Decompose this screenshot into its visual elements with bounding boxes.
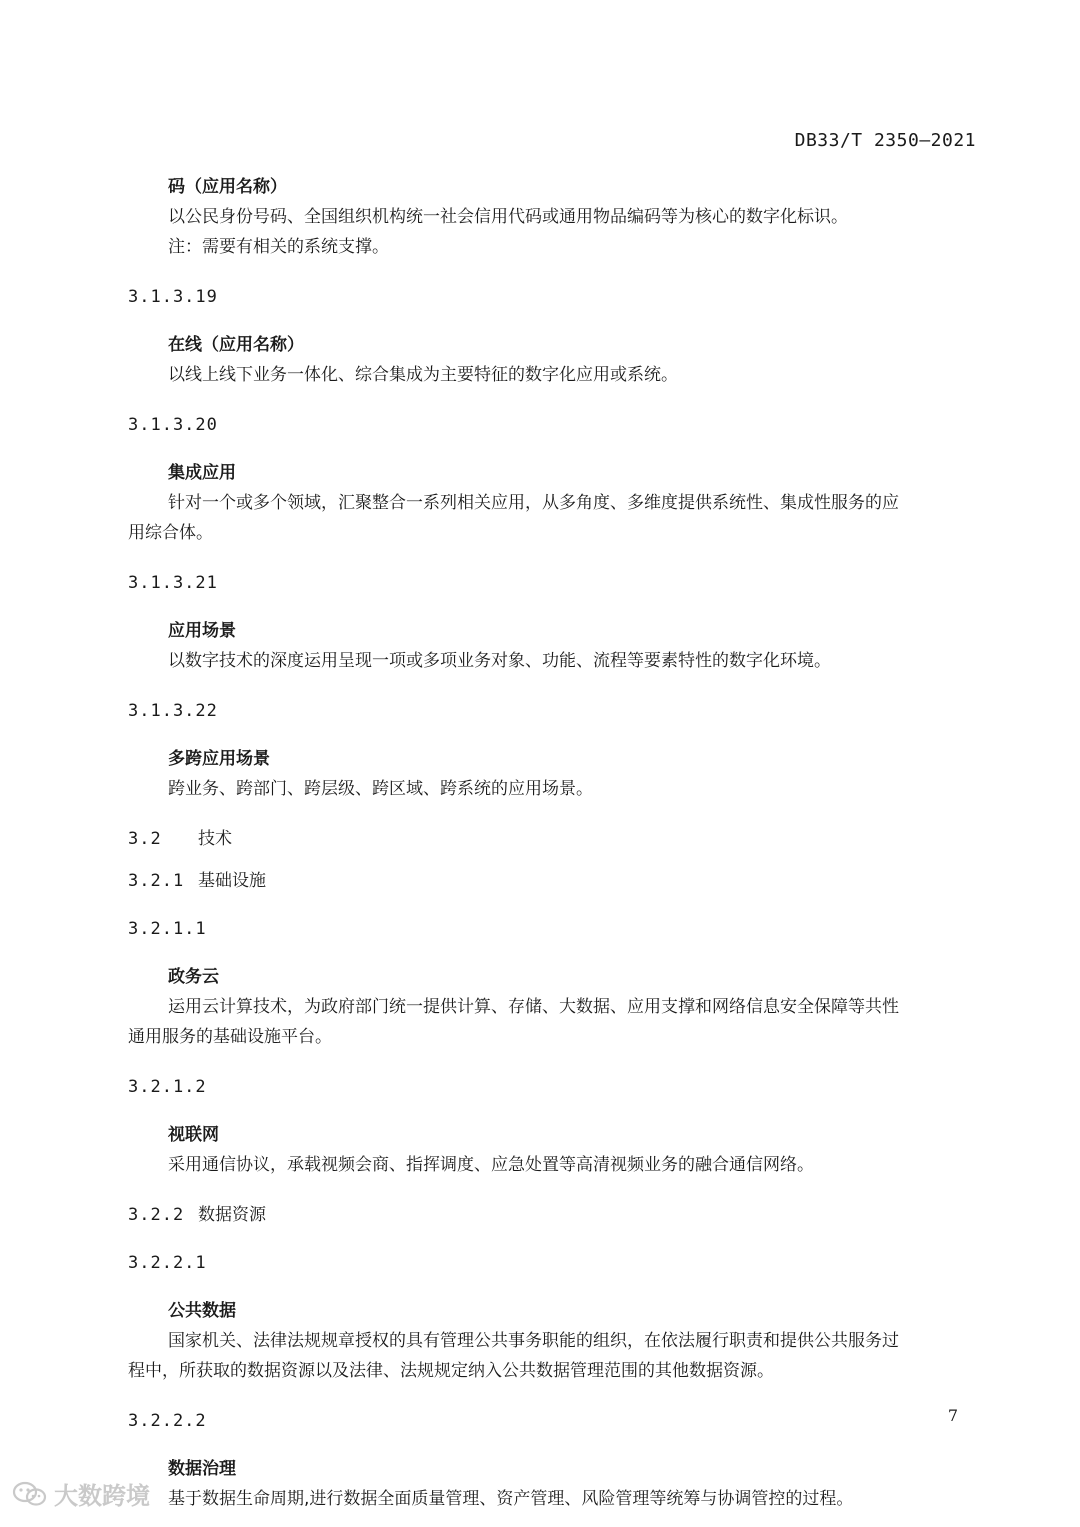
subsection-heading (128, 1202, 988, 1228)
document-body (128, 172, 988, 1514)
clause-number: 3.1.3.22 (128, 701, 218, 721)
term-entry (128, 412, 988, 548)
watermark-text: 大数跨境 (54, 1482, 150, 1510)
term-entry (128, 916, 988, 1052)
clause-number: 3.1.3.19 (128, 287, 218, 307)
term-title: 在线（应用名称） (168, 335, 304, 355)
subsection-number: 3.2.2 (128, 1205, 185, 1225)
clause-number: 3.2.2.2 (128, 1411, 207, 1431)
section-title: 技术 (198, 829, 232, 849)
clause-number: 3.1.3.21 (128, 573, 218, 593)
term-entry (128, 284, 988, 390)
term-definition: 以数字技术的深度运用呈现一项或多项业务对象、功能、流程等要素特性的数字化环境。 (168, 651, 831, 671)
term-definition-continued: 用综合体。 (128, 523, 213, 543)
term-definition: 采用通信协议，承载视频会商、指挥调度、应急处置等高清视频业务的融合通信网络。 (168, 1155, 814, 1175)
subsection-heading (128, 868, 988, 894)
term-definition: 运用云计算技术，为政府部门统一提供计算、存储、大数据、应用支撑和网络信息安全保障等共性 (168, 997, 899, 1017)
term-definition-continued: 通用服务的基础设施平台。 (128, 1027, 332, 1047)
wechat-logo-icon (12, 1480, 48, 1508)
term-note: 注：需要有相关的系统支撑。 (168, 237, 389, 257)
watermark (12, 1476, 150, 1511)
clause-number: 3.1.3.20 (128, 415, 218, 435)
term-definition: 基于数据生命周期,进行数据全面质量管理、资产管理、风险管理等统筹与协调管控的过程。 (168, 1489, 854, 1509)
clause-number: 3.2.2.1 (128, 1253, 207, 1273)
subsection-title: 数据资源 (198, 1205, 266, 1225)
term-title: 码（应用名称） (168, 177, 287, 197)
term-definition: 跨业务、跨部门、跨层级、跨区域、跨系统的应用场景。 (168, 779, 593, 799)
clause-number: 3.2.1.1 (128, 919, 207, 939)
term-title: 应用场景 (168, 621, 236, 641)
term-title: 视联网 (168, 1125, 219, 1145)
term-title: 政务云 (168, 967, 219, 987)
term-definition-continued: 程中，所获取的数据资源以及法律、法规规定纳入公共数据管理范围的其他数据资源。 (128, 1361, 774, 1381)
section-heading (128, 826, 988, 852)
document-code: DB33/T 2350—2021 (794, 130, 976, 151)
term-entry-code (128, 172, 988, 262)
clause-number: 3.2.1.2 (128, 1077, 207, 1097)
term-definition: 国家机关、法律法规规章授权的具有管理公共事务职能的组织，在依法履行职责和提供公共服务过 (168, 1331, 899, 1351)
term-definition: 针对一个或多个领域，汇聚整合一系列相关应用，从多角度、多维度提供系统性、集成性服务的应 (168, 493, 899, 513)
term-entry (128, 1074, 988, 1180)
term-definition: 以公民身份号码、全国组织机构统一社会信用代码或通用物品编码等为核心的数字化标识。 (168, 207, 848, 227)
subsection-number: 3.2.1 (128, 871, 185, 891)
term-title: 公共数据 (168, 1301, 236, 1321)
term-title: 数据治理 (168, 1459, 236, 1479)
section-number: 3.2 (128, 829, 162, 849)
term-title: 多跨应用场景 (168, 749, 270, 769)
term-entry (128, 570, 988, 676)
term-entry (128, 1250, 988, 1386)
page-number: 7 (947, 1406, 958, 1425)
term-entry (128, 698, 988, 804)
term-title: 集成应用 (168, 463, 236, 483)
term-entry (128, 1408, 988, 1514)
term-definition: 以线上线下业务一体化、综合集成为主要特征的数字化应用或系统。 (168, 365, 678, 385)
subsection-title: 基础设施 (198, 871, 266, 891)
